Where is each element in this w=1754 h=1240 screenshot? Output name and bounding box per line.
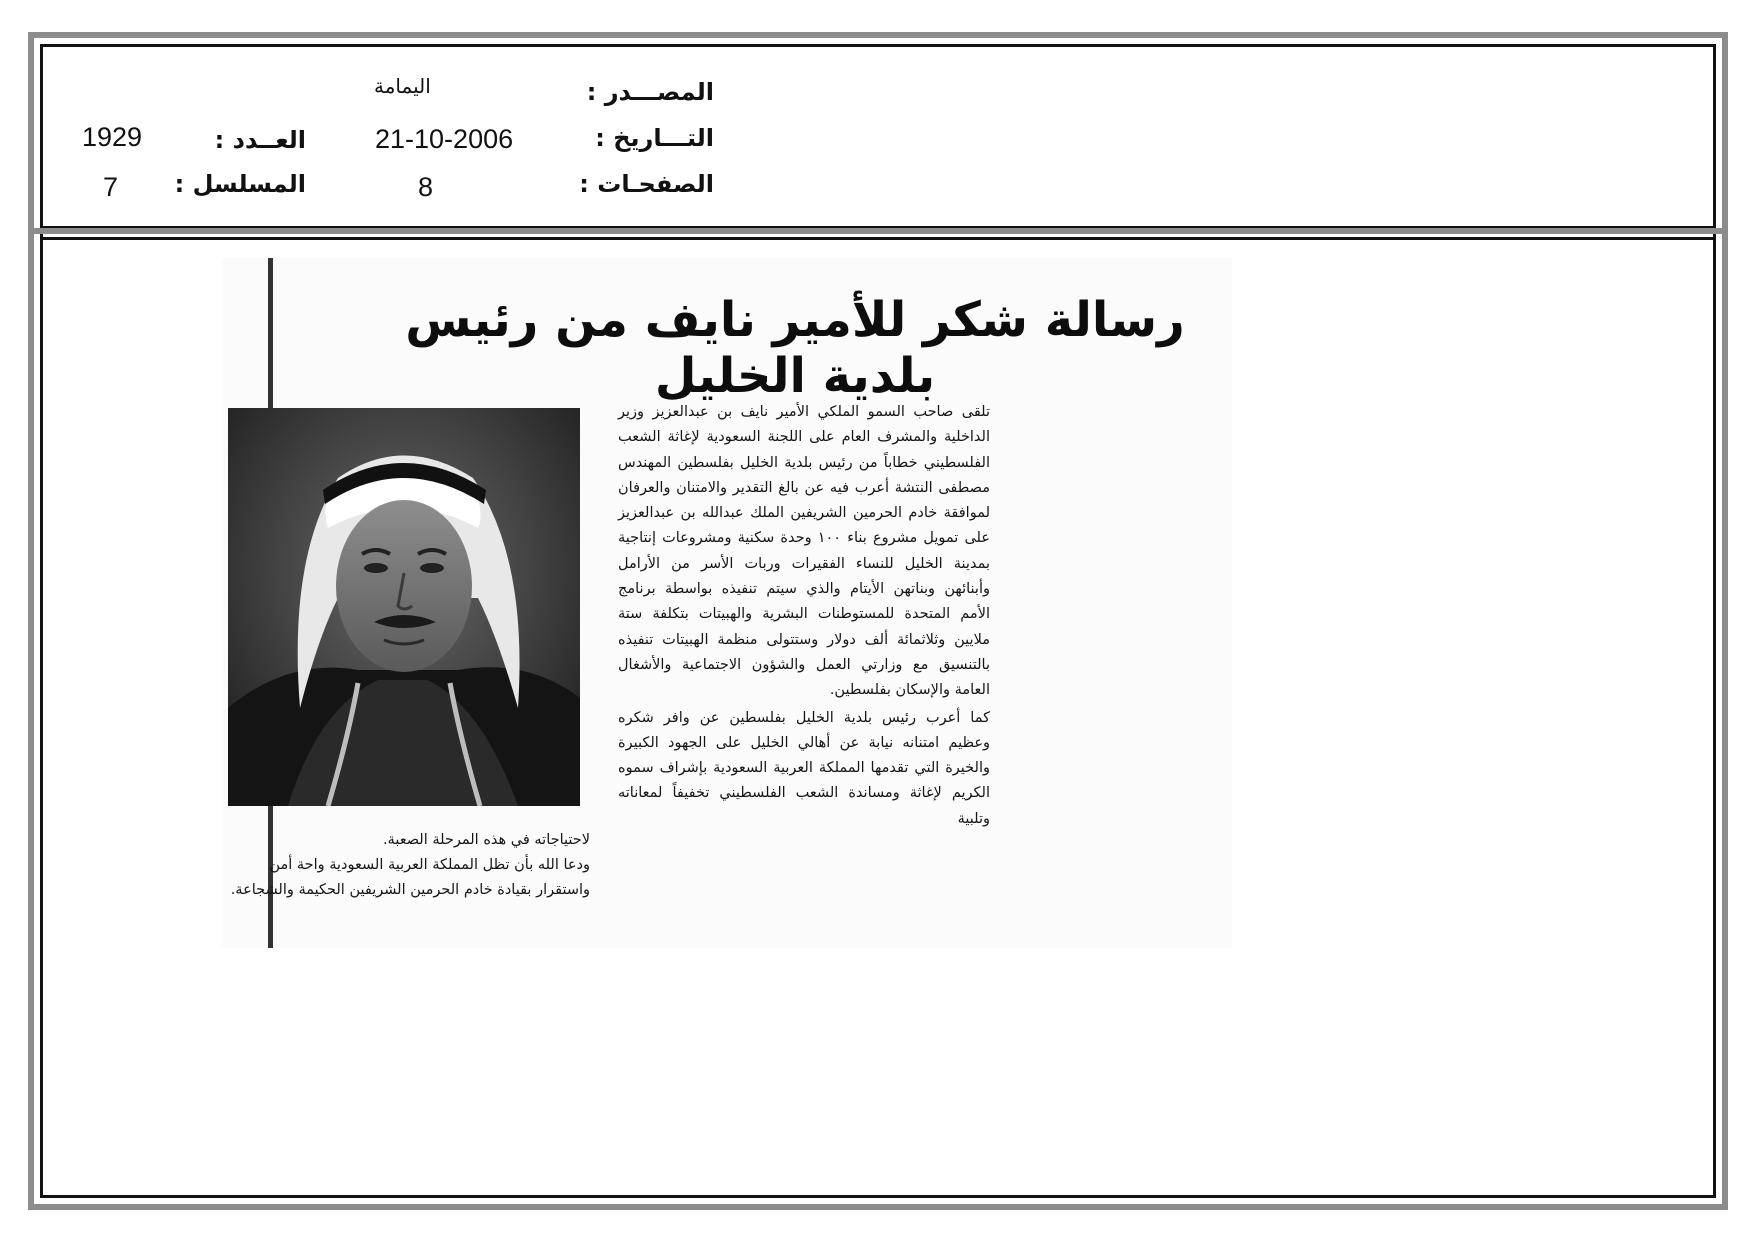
source-label: المصـــدر :: [586, 78, 714, 106]
header-divider-inner: [40, 237, 1716, 240]
article-paragraph: كما أعرب رئيس بلدية الخليل بفلسطين عن وافر شكره وعظيم امتنانه نيابة عن أهالي الخليل على الجهود الكبيرة والخيرة التي تقدمها المملكة العربية السعودية بإشراف سموه الكريم لإغاثة ومساندة الشعب الفلسطيني تخفيفاً لمعاناته وتلبية: [618, 709, 990, 827]
serial-label: المسلسل :: [174, 170, 306, 198]
pages-value: 8: [418, 172, 434, 202]
article-continuation: [228, 828, 590, 903]
article-paragraph: تلقى صاحب السمو الملكي الأمير نايف بن عبدالعزيز وزير الداخلية والمشرف العام على اللجنة السعودية لإغاثة الشعب الفلسطيني خطاباً من رئيس بلدية الخليل بفلسطين المهندس مصطفى النتشة أعرب فيه عن بالغ التقدير والامتنان والعرفان لموافقة خادم الحرمين الشريفين الملك عبدالله بن عبدالعزيز على تمويل مشروع بناء ١٠٠ وحدة سكنية ومشروعات إنتاجية بمدينة الخليل للنساء الفقيرات وربات الأسر من الأرامل وأبنائهن وبناتهن الأيتام والذي سيتم تنفيذه بواسطة برنامج الأمم المتحدة للمستوطنات البشرية والهبيتات بتكلفة ستة ملايين وثلاثمائة ألف دولار وستتولى منظمة الهبيتات تنفيذه بالتنسيق مع وزارتي العمل والشؤون الاجتماعية والأشغال العامة والإسكان بفلسطين.: [618, 404, 990, 699]
portrait-photo: [228, 408, 580, 806]
issue-value: 1929: [82, 122, 143, 152]
article-continuation-line: لاحتياجاته في هذه المرحلة الصعبة.: [382, 832, 590, 848]
date-label: التـــاريخ :: [595, 124, 714, 152]
article-body: [618, 400, 990, 834]
serial-value: 7: [103, 172, 119, 202]
article-headline: رسالة شكر للأمير نايف من رئيس بلدية الخليل: [405, 292, 1185, 404]
date-value: 21-10-2006: [375, 124, 514, 154]
header-divider: [34, 228, 1722, 234]
source-value: اليمامة: [374, 74, 431, 98]
issue-label: العــدد :: [214, 126, 306, 154]
pages-label: الصفحـات :: [579, 170, 714, 198]
article-continuation-line: ودعا الله بأن تظل المملكة العربية السعودية واحة أمن واستقرار بقيادة خادم الحرمين الشريفين الحكيمة والشجاعة.: [230, 857, 590, 898]
portrait-photo-image: [228, 408, 580, 806]
